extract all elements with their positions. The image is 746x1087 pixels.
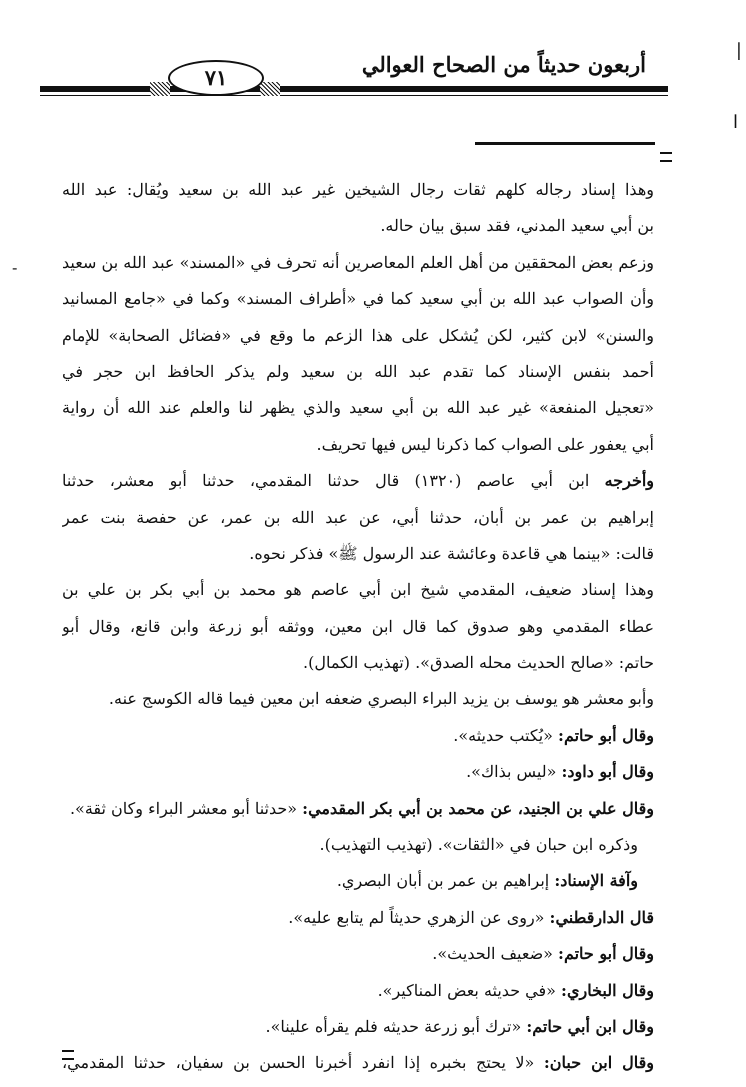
text-line: قالت: «بينما هي قاعدة وعائشة عند الرسول ﷺ» فذكر نحوه. [249,543,654,563]
text-line: وقال ابن حبان: «لا يحتج بخبره إذا انفرد أخبرنا الحسن بن سفيان، حدثنا المقدمي، [62,1053,654,1073]
margin-mark: ا [732,112,738,133]
bold-label: وقال أبو حاتم: [558,725,654,745]
text-line: وقال أبو حاتم: «يُكتب حديثه». [453,725,654,745]
text-line: وأبو معشر هو يوسف بن يزيد البراء البصري ضعفه ابن معين فيما قاله الكوسج عنه. [108,689,654,709]
text-line: وهذا إسناد ضعيف، المقدمي شيخ ابن أبي عاصم هو محمد بن أبي بكر بن علي بن [62,580,654,600]
section-divider [475,142,655,145]
text-line: وذكره ابن حبان في «الثقات». (تهذيب التهذيب). [319,835,638,855]
text-line: وزعم بعض المحققين من أهل العلم المعاصرين أنه تحرف في «المسند» عبد الله بن سعيد [62,252,654,272]
bold-label: قال الدارقطني: [549,907,654,927]
text-line: وقال البخاري: «في حديثه بعض المناكير». [377,980,654,1000]
bold-label: وقال ابن أبي حاتم: [526,1016,654,1036]
margin-mark: | [735,40,742,61]
header-ornament-left [150,82,170,96]
text-line: قال الدارقطني: «روى عن الزهري حديثاً لم يتابع عليه». [288,907,654,927]
bold-label: وآفة الإسناد: [554,871,638,891]
text-line: وأخرجه ابن أبي عاصم (١٣٢٠) قال حدثنا المقدمي، حدثنا أبو معشر، حدثنا [62,471,654,491]
text-line: وقال أبو داود: «ليس بذاك». [466,762,654,782]
margin-mark: - [12,258,18,277]
text-line: أحمد بنفس الإسناد كما تقدم عبد الله بن سعيد ولم يذكر الحافظ ابن حجر في [62,361,654,381]
header-rule-thin [40,95,668,96]
text-line: وقال ابن أبي حاتم: «ترك أبو زرعة حديثه فلم يقرأه علينا». [265,1016,654,1036]
text-line: أبي يعفور على الصواب كما ذكرنا ليس فيها تحريف. [316,434,654,454]
header-ornament-right [260,82,280,96]
text-line: حاتم: «صالح الحديث محله الصدق». (تهذيب الكمال). [303,653,654,673]
text-line: وآفة الإسناد: إبراهيم بن عمر بن أبان البصري. [336,871,638,891]
text-line: وأن الصواب عبد الله بن أبي سعيد كما في «أطراف المسند» وكما في «جامع المسانيد [62,289,654,309]
text-line: إبراهيم بن عمر بن أبان، حدثنا أبي، عن عبد الله بن عمر، عن حفصة بنت عمر [62,507,654,527]
bold-label: وقال علي بن الجنيد، عن محمد بن أبي بكر المقدمي: [302,798,654,818]
book-title: أربعون حديثاً من الصحاح العوالي [361,52,646,77]
header-rule-thick [40,86,668,92]
bold-label: وأخرجه [604,471,654,491]
text-line: والسنن» لابن كثير، لكن يُشكل على هذا الزعم ما وقع في «فضائل الصحابة» للإمام [62,325,654,345]
bold-label: وقال البخاري: [561,980,654,1000]
bold-label: وقال أبو داود: [561,762,654,782]
text-line: «تعجيل المنفعة» غير عبد الله بن أبي سعيد والذي يظهر لنا والعلم عند الله أن رواية [62,398,654,418]
text-line: بن أبي سعيد المدني، فقد سبق بيان حاله. [380,216,654,236]
main-text [62,172,654,1082]
double-rule-mark [62,1050,74,1060]
text-line: عطاء المقدمي وهو صدوق كما قال ابن معين، ووثقه أبو زرعة وابن قانع، وقال أبو [62,616,654,636]
text-line: وقال علي بن الجنيد، عن محمد بن أبي بكر المقدمي: «حدثنا أبو معشر البراء وكان ثقة». [69,798,654,818]
bold-label: وقال ابن حبان: [543,1053,654,1073]
bold-label: وقال أبو حاتم: [558,944,654,964]
double-rule-mark [660,152,672,162]
text-line: وهذا إسناد رجاله كلهم ثقات رجال الشيخين غير عبد الله بن سعيد ويُقال: عبد الله [62,180,654,199]
text-line: وقال أبو حاتم: «ضعيف الحديث». [432,944,654,964]
page-number: ٧١ [168,60,264,96]
